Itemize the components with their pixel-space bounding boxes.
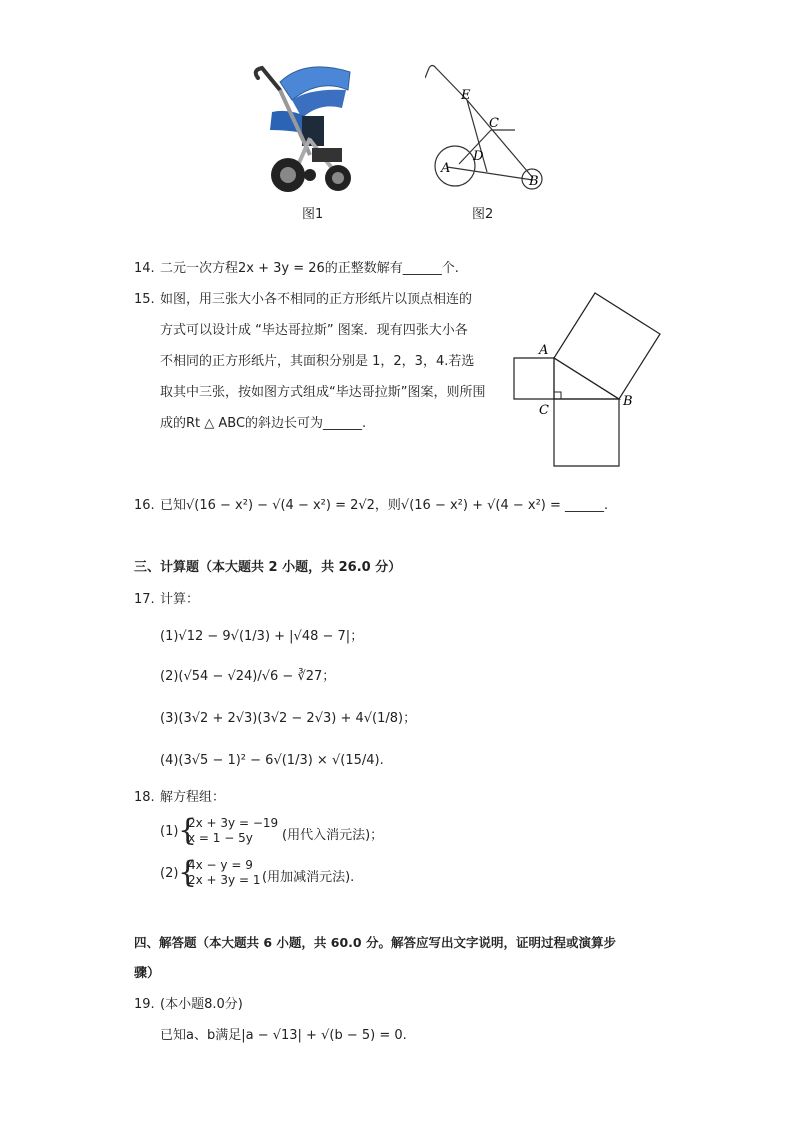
- label-C: C: [489, 116, 499, 131]
- label-C: C: [539, 403, 549, 418]
- equation-2: 2x + 3y = 1: [188, 873, 261, 887]
- q14-number: 14.: [134, 261, 155, 276]
- q14-text: 二元一次方程2x + 3y = 26的正整数解有______个.: [160, 261, 459, 276]
- q17-item-2: (2)(√54 − √24)/√6 − ∛27；: [160, 669, 336, 684]
- figure-1-caption: 图1: [302, 207, 324, 222]
- method-note: (用加减消元法).: [262, 870, 355, 885]
- label-A: A: [539, 343, 549, 358]
- stroller-image: [250, 60, 360, 195]
- q15-line-3: 不相同的正方形纸片，其面积分别是 1，2，3，4.若选: [160, 354, 475, 369]
- figure-2-caption: 图2: [472, 207, 494, 222]
- q15-line-1: 如图，用三张大小各不相同的正方形纸片以顶点相连的: [160, 292, 473, 307]
- section-4-heading-line-2: 骤）: [134, 966, 161, 981]
- q15-line-2: 方式可以设计成 “毕达哥拉斯” 图案．现有四张大小各: [160, 323, 468, 338]
- stroller-geometry-diagram: [425, 60, 550, 195]
- q16-number: 16.: [134, 498, 155, 513]
- q18-number: 18.: [134, 790, 155, 805]
- q19-score: (本小题8.0分): [160, 997, 243, 1012]
- label-E: E: [461, 88, 471, 103]
- equation-2: x = 1 − 5y: [188, 831, 253, 845]
- section-4-heading-line-1: 四、解答题（本大题共 6 小题，共 60.0 分。解答应写出文字说明，证明过程或演算步: [134, 935, 616, 950]
- label-A: A: [441, 161, 451, 176]
- label-B: B: [623, 394, 633, 409]
- section-3-heading: 三、计算题（本大题共 2 小题，共 26.0 分）: [134, 560, 402, 575]
- q15-line-4: 取其中三张，按如图方式组成“毕达哥拉斯”图案，则所围: [160, 385, 486, 400]
- brace-icon: {: [178, 813, 198, 848]
- q19-text: 已知a、b满足|a − √13| + √(b − 5) = 0.: [160, 1028, 407, 1043]
- method-note: (用代入消元法)；: [282, 828, 384, 843]
- q17-item-1: (1)√12 − 9√(1/3) + |√48 − 7|；: [160, 629, 364, 644]
- q16-text: 已知√(16 − x²) − √(4 − x²) = 2√2，则√(16 − x²) + √(4 − x²) = ______.: [160, 498, 609, 513]
- equation-1: 4x − y = 9: [188, 858, 253, 872]
- q15-number: 15.: [134, 292, 155, 307]
- system-label: (1): [160, 824, 179, 839]
- q17-item-3: (3)(3√2 + 2√3)(3√2 − 2√3) + 4√(1/8)；: [160, 711, 417, 726]
- q18-system-1: [160, 813, 420, 850]
- q15-line-5: 成的Rt △ ABC的斜边长可为______.: [160, 416, 367, 431]
- brace-icon: {: [178, 855, 198, 890]
- pythagoras-squares-diagram: [505, 288, 670, 473]
- system-label: (2): [160, 866, 179, 881]
- q19-number: 19.: [134, 997, 155, 1012]
- q17-title: 计算：: [160, 592, 200, 607]
- q18-system-2: [160, 855, 420, 892]
- equation-1: 2x + 3y = −19: [188, 816, 279, 830]
- label-D: D: [473, 149, 484, 164]
- q17-number: 17.: [134, 592, 155, 607]
- q17-item-4: (4)(3√5 − 1)² − 6√(1/3) × √(15/4).: [160, 753, 384, 768]
- label-B: B: [529, 174, 539, 189]
- q18-title: 解方程组：: [160, 790, 226, 805]
